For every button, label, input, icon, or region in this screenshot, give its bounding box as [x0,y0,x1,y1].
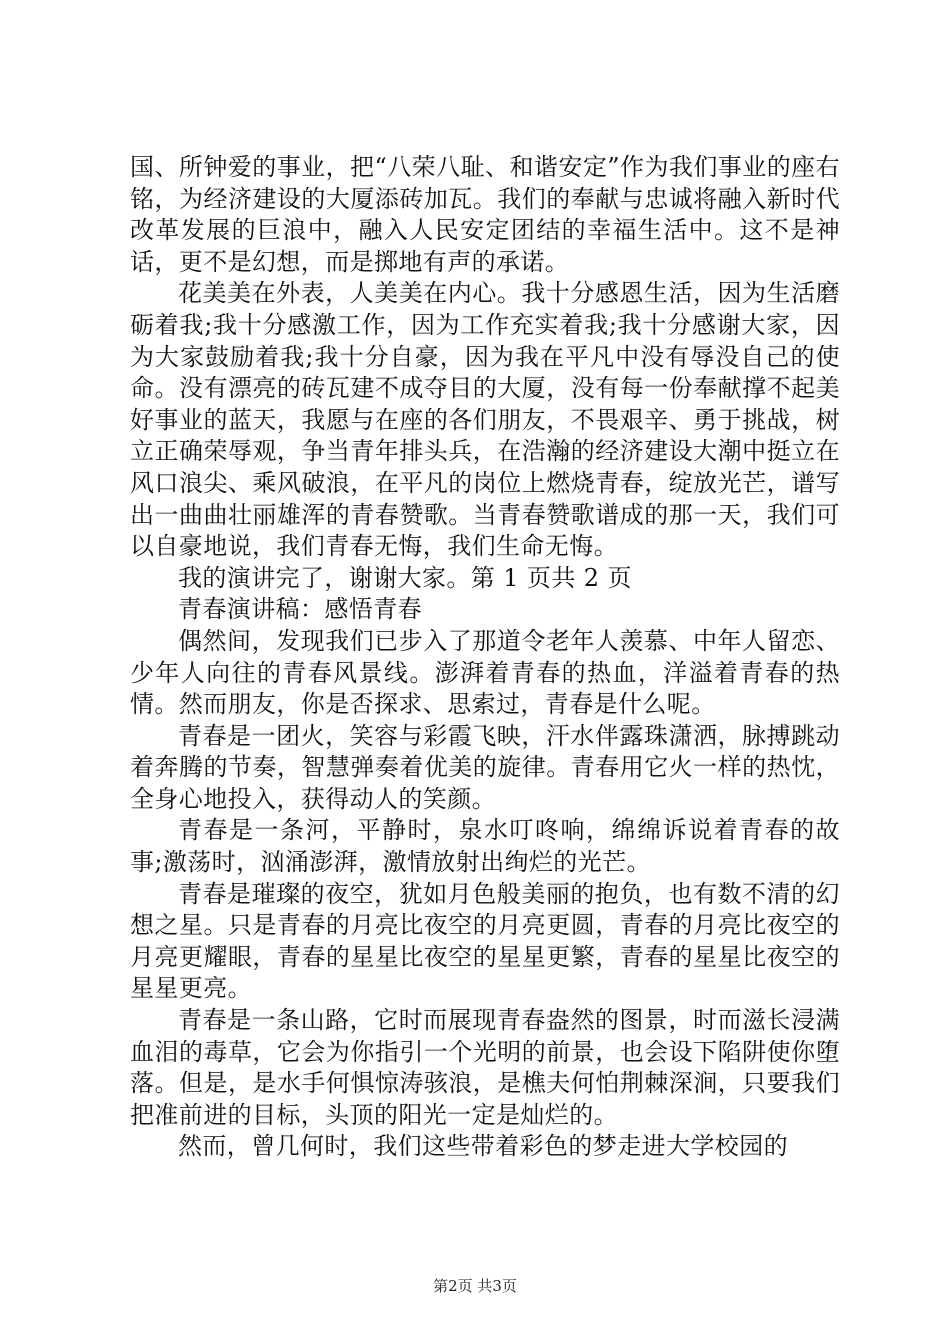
paragraph-5: 偶然间，发现我们已步入了那道令老年人羡慕、中年人留恋、少年人向往的青春风景线。澎湃着青春的热血，洋溢着青春的热情。然而朋友，你是否探求、思索过，青春是什么呢。 [130,626,840,719]
paragraph-1: 国、所钟爱的事业，把“八荣八耻、和谐安定”作为我们事业的座右铭，为经济建设的大厦添砖加瓦。我们的奉献与忠诚将融入新时代改革发展的巨浪中，融入人民安定团结的幸福生活中。这不是神话，更不是幻想，而是掷地有声的承诺。 [130,153,840,276]
paragraph-6: 青春是一团火，笑容与彩霞飞映，汗水伴露珠潇洒，脉搏跳动着奔腾的节奏，智慧弹奏着优美的旋律。青春用它火一样的热忱，全身心地投入，获得动人的笑颜。 [130,721,840,813]
document-body [130,152,840,1163]
paragraph-8: 青春是璀璨的夜空，犹如月色般美丽的抱负，也有数不清的幻想之星。只是青春的月亮比夜空的月亮更圆，青春的月亮比夜空的月亮更耀眼，青春的星星比夜空的星星更繁，青春的星星比夜空的星星更亮。 [130,879,840,1003]
page-footer: 第2页 共3页 [433,1277,517,1295]
paragraph-7: 青春是一条河，平静时，泉水叮咚响，绵绵诉说着青春的故事;激荡时，汹涌澎湃，激情放射出绚烂的光芒。 [130,816,840,877]
paragraph-2: 花美美在外表，人美美在内心。我十分感恩生活，因为生活磨砺着我;我十分感激工作，因为工作充实着我;我十分感谢大家，因为大家鼓励着我;我十分自豪，因为我在平凡中没有辱没自己的使命。没有漂亮的砖瓦建不成夺目的大厦，没有每一份奉献撑不起美好事业的蓝天，我愿与在座的各们朋友，不畏艰辛、勇于挑战，树立正确荣辱观，争当青年排头兵，在浩瀚的经济建设大潮中挺立在风口浪尖、乘风破浪，在平凡的岗位上燃烧青春，绽放光芒，谱写出一曲曲壮丽雄浑的青春赞歌。当青春赞歌谱成的那一天，我们可以自豪地说，我们青春无悔，我们生命无悔。 [130,279,840,561]
paragraph-9: 青春是一条山路，它时而展现青春盎然的图景，时而滋长浸满血泪的毒草，它会为你指引一个光明的前景，也会设下陷阱使你堕落。但是，是水手何惧惊涛骇浪，是樵夫何怕荆棘深涧，只要我们把准前进的目标，头顶的阳光一定是灿烂的。 [130,1006,840,1129]
paragraph-3: 我的演讲完了，谢谢大家。第 1 页共 2 页 [178,563,632,592]
section-title: 青春演讲稿：感悟青春 [178,595,422,624]
paragraph-10: 然而，曾几何时，我们这些带着彩色的梦走进大学校园的 [178,1132,788,1161]
